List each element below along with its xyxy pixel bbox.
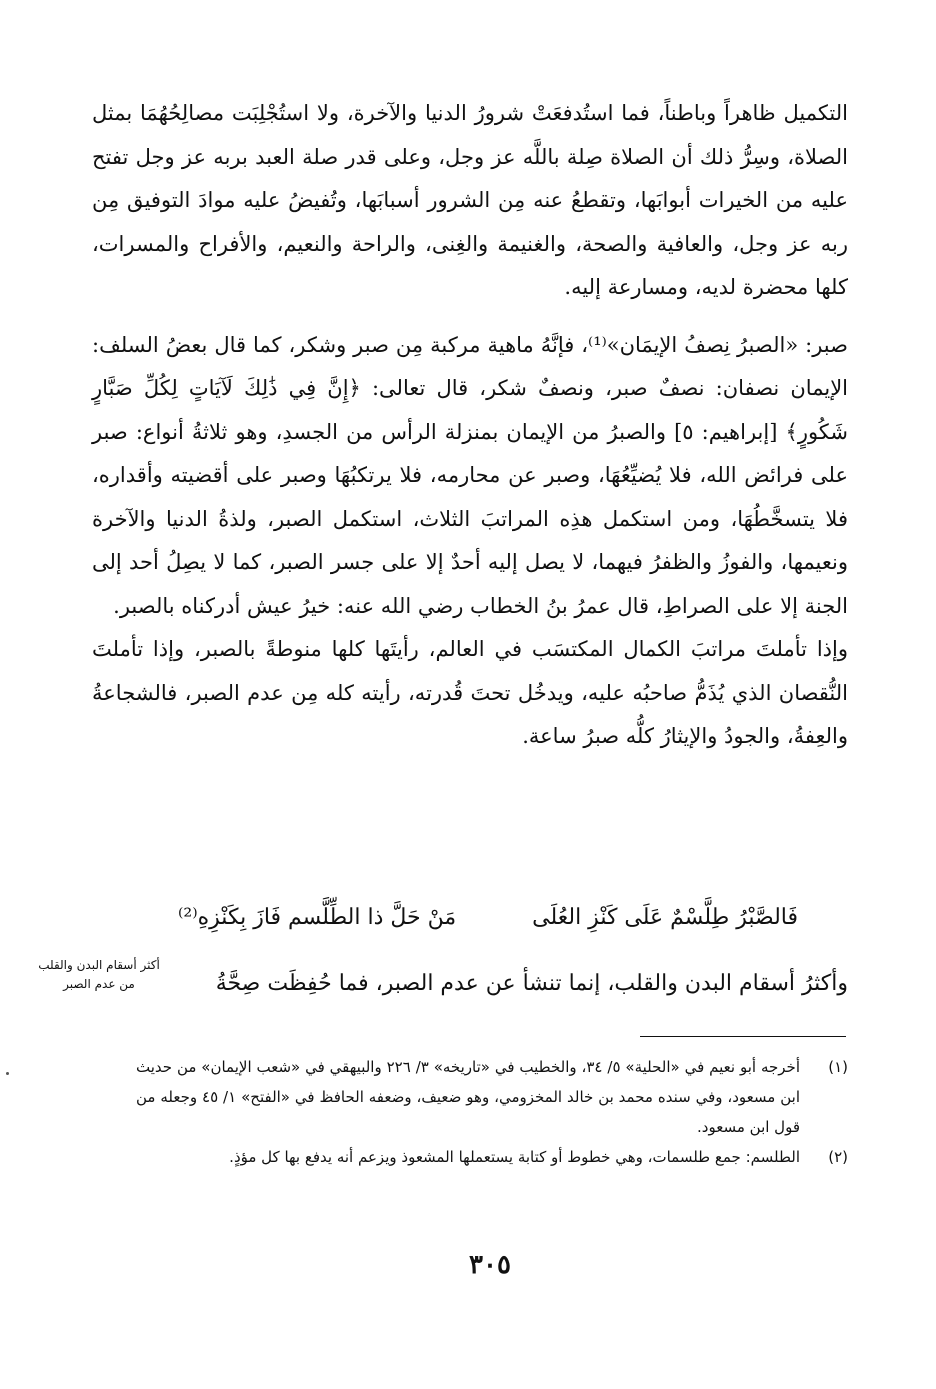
continuation-line: وأكثرُ أسقام البدن والقلب، إنما تنشأ عن عدم الصبر، فما حُفِظَت صِحَّةُ xyxy=(215,971,848,996)
footnote xyxy=(136,1052,848,1142)
paragraph-2: صبر: «الصبرُ نِصفُ الإيمَان»⁽¹⁾، فإنَّهُ ماهية مركبة مِن صبر وشكر، كما قال بعضُ السلف: الإيمان نصفان: نصفٌ صبر، ونصفٌ شكر، قال تعالى: ﴿إِنَّ فِي ذَٰلِكَ لَآيَاتٍ لِكُلِّ صَبَّارٍ شَكُورٍ﴾ [إبراهيم: ٥] والصبرُ من الإيمان بمنزلة الرأس من الجسدِ، وهو ثلاثةُ أنواع: صبر على فرائض الله، فلا يُضيِّعُهَا، وصبر عن محارمه، فلا يرتكبُهَا وصبر على أقضيته وأقداره، فلا يتسخَّطُهَا، ومن استكمل هذِه المراتبَ الثلاث، استكمل الصبر، ولذةُ الدنيا والآخرة ونعيمها، والفوزُ والظفرُ فيهما، لا يصل إليه أحدٌ إلا على جسر الصبر، كما لا يصِلُ أحد إلى الجنة إلا على الصراطِ، قال عمرُ بنُ الخطاب رضي الله عنه: خيرُ عيش أدركناه بالصبر. xyxy=(92,332,848,618)
main-text xyxy=(92,92,848,759)
footnote-number: (٢) xyxy=(828,1148,848,1166)
footnote xyxy=(136,1142,848,1172)
margin-note-line-1: أكثر أسقام البدن والقلب xyxy=(38,958,160,972)
paragraph-1: التكميل ظاهراً وباطناً، فما استُدفعَتْ شرورُ الدنيا والآخرة، ولا استُجْلِبَت مصالِحُهُمَا بمثل الصلاة، وسِرُّ ذلك أن الصلاة صِلة باللَّه عز وجل، وعلى قدر صلة العبد بربه عز وجل تفتح عليه من الخيرات أبوابَها، وتقطعُ عنه مِن الشرور أسبابَها، وتُفيضُ عليه موادَ التوفيق مِن ربه عز وجل، والعافية والصحة، والغنيمة والغِنى، والراحة والنعيم، والأفراح والمسرات، كلها محضرة لديه، ومسارعة إليه. xyxy=(92,101,848,299)
scan-speck xyxy=(6,1072,9,1075)
footnote-separator xyxy=(640,1036,846,1037)
verse-first-hemistich: فَالصَّبْرُ طِلَّسْمٌ عَلَى كَنْزِ العُلَى xyxy=(532,905,798,930)
paragraph-3: وإذا تأملتَ مراتبَ الكمال المكتسَب في العالم، رأيتَها كلها منوطةً بالصبر، وإذا تأملتَ النُّقصان الذي يُذَمُّ صاحبُه عليه، ويدخُل تحتَ قُدرته، رأيته كله مِن عدم الصبر، فالشجاعةُ والعِفةُ، والجودُ والإيثارُ كلُّه صبرُ ساعة. xyxy=(92,637,848,748)
poetry-verse xyxy=(178,898,798,938)
margin-note-line-2: من عدم الصبر xyxy=(63,977,135,991)
footnote-number: (١) xyxy=(828,1058,848,1076)
page-number: ٣٠٥ xyxy=(469,1250,511,1280)
footnote-text: الطلسم: جمع طلسمات، وهي خطوط أو كتابة يستعملها المشعوذ ويزعم أنه يدفع بها كل مؤذٍ. xyxy=(229,1148,800,1166)
margin-note xyxy=(28,956,170,994)
footnote-text: أخرجه أبو نعيم في «الحلية» ٥/ ٣٤، والخطيب في «تاريخه» ٣/ ٢٢٦ والبيهقي في «شعب الإيمان» من حديث ابن مسعود، وفي سنده محمد بن خالد المخزومي، وهو ضعيف، وضعفه الحافظ في «الفتح» ١/ ٤٥ وجعله من قول ابن مسعود. xyxy=(136,1058,801,1136)
verse-second-hemistich: مَنْ حَلَّ ذا الطِّلَّسم فَازَ بِكَنْزِهِ⁽²⁾ xyxy=(178,905,457,930)
footnotes xyxy=(136,1052,848,1172)
